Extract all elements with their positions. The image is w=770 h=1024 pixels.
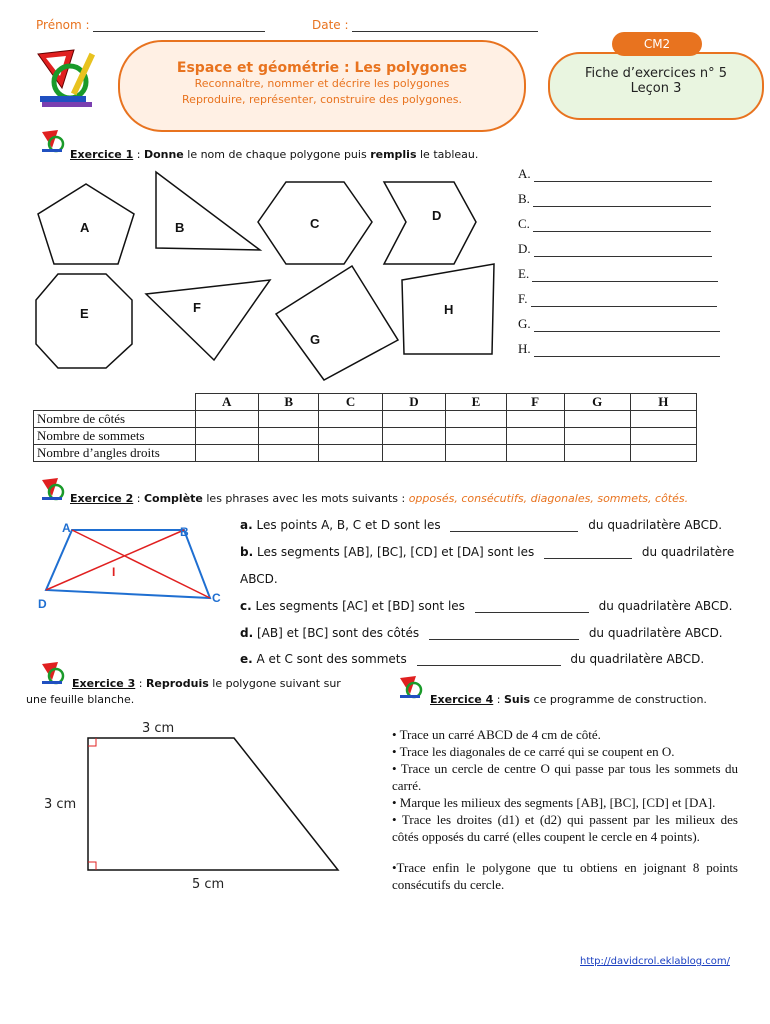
shape-label-c: C xyxy=(310,216,320,231)
exercise-3-instruction: Exercice 3 : Reproduis le polygone suivant sur xyxy=(72,677,341,690)
polygon-d xyxy=(384,182,476,264)
row-label: Nombre de côtés xyxy=(34,411,196,428)
polygons-figure xyxy=(30,168,510,388)
geometry-logo xyxy=(34,48,104,110)
prenom-label: Prénom : xyxy=(36,18,90,32)
shape-label-d: D xyxy=(432,208,442,223)
sentence-c: c. Les segments [AC] et [BD] sont les du quadrilatère ABCD. xyxy=(240,599,733,613)
table-header: D xyxy=(382,394,445,411)
polygon-e xyxy=(36,274,132,368)
dim-left: 3 cm xyxy=(44,797,77,812)
trapezoid-figure xyxy=(30,714,370,894)
answer-lines xyxy=(518,166,738,366)
date-label: Date : xyxy=(312,18,349,32)
page-title: Espace et géométrie : Les polygones xyxy=(176,60,468,76)
prenom-field[interactable] xyxy=(36,18,265,32)
sentence-d: d. [AB] et [BC] sont des côtés du quadrilatère ABCD. xyxy=(240,626,723,640)
point-b: B xyxy=(180,525,189,539)
exercise-4-label: Exercice 4 xyxy=(430,693,494,706)
table-header: F xyxy=(506,394,564,411)
fiche-box xyxy=(548,52,764,120)
table-header: E xyxy=(446,394,507,411)
row-label: Nombre de sommets xyxy=(34,428,196,445)
shape-label-a: A xyxy=(80,220,90,235)
polygon-f xyxy=(146,280,270,360)
shape-label-g: G xyxy=(310,332,321,347)
answer-line[interactable]: C. xyxy=(518,216,738,241)
answer-line[interactable]: D. xyxy=(518,241,738,266)
exercise-3-label: Exercice 3 xyxy=(72,677,136,690)
dim-top: 3 cm xyxy=(142,721,175,736)
step-item: • Trace les droites (d1) et (d2) qui passent par les milieux des côtés opposés du carré (elles coupent le cercle en 4 points). xyxy=(392,812,738,844)
exercise-1-label: Exercice 1 xyxy=(70,148,134,161)
exercise-2-label: Exercice 2 xyxy=(70,492,134,505)
point-i: I xyxy=(112,565,116,579)
polygon-b xyxy=(156,172,260,250)
answer-line[interactable]: E. xyxy=(518,266,738,291)
answer-line[interactable]: G. xyxy=(518,316,738,341)
shape-label-e: E xyxy=(80,306,89,321)
exercise-3-icon xyxy=(40,660,68,686)
table-row xyxy=(34,428,697,445)
step-item: • Trace un cercle de centre O qui passe par tous les sommets du carré. xyxy=(392,761,738,793)
construction-steps xyxy=(392,726,738,893)
quadrilateral-abcd xyxy=(34,518,234,614)
table-row xyxy=(34,411,697,428)
point-d: D xyxy=(38,597,47,611)
title-banner xyxy=(118,40,526,132)
table-header: H xyxy=(630,394,696,411)
step-item: •Trace enfin le polygone que tu obtiens en joignant 8 points consécutifs du cercle. xyxy=(392,860,738,892)
subtitle-1: Reconnaître, nommer et décrire les polygones xyxy=(194,77,450,90)
exercise-1-icon xyxy=(40,128,68,154)
polygon-g xyxy=(276,266,398,380)
table-header: A xyxy=(195,394,258,411)
answer-line[interactable]: H. xyxy=(518,341,738,366)
sentence-a: a. Les points A, B, C et D sont les du quadrilatère ABCD. xyxy=(240,518,723,532)
exercise-4-icon xyxy=(398,674,426,700)
exercise-1-instruction: Exercice 1 : Donne le nom de chaque polygone puis remplis le tableau. xyxy=(70,148,479,161)
table-header: G xyxy=(564,394,630,411)
row-label: Nombre d’angles droits xyxy=(34,445,196,462)
date-field[interactable] xyxy=(312,18,538,32)
answer-line[interactable]: A. xyxy=(518,166,738,191)
exercise-3-instruction-cont: une feuille blanche. xyxy=(26,693,135,706)
step-item: • Marque les milieux des segments [AB], [BC], [CD] et [DA]. xyxy=(392,795,716,810)
shape-label-b: B xyxy=(175,220,185,235)
sentence-b-cont: ABCD. xyxy=(240,572,278,586)
step-item: • Trace un carré ABCD de 4 cm de côté. xyxy=(392,727,601,742)
point-a: A xyxy=(62,521,71,535)
exercise-2-icon xyxy=(40,476,68,502)
fiche-number: Fiche d’exercices n° 5 xyxy=(584,66,728,81)
subtitle-2: Reproduire, représenter, construire des polygones. xyxy=(182,93,462,106)
table-header: B xyxy=(258,394,319,411)
level-badge: CM2 xyxy=(612,32,702,56)
shape-label-h: H xyxy=(444,302,454,317)
dim-bottom: 5 cm xyxy=(192,877,225,892)
point-c: C xyxy=(212,591,221,605)
sentence-b: b. Les segments [AB], [BC], [CD] et [DA] sont les du quadrilatère xyxy=(240,545,735,559)
answer-line[interactable]: F. xyxy=(518,291,738,316)
polygon-table xyxy=(33,393,697,462)
exercise-2-instruction: Exercice 2 : Complète les phrases avec les mots suivants : opposés, consécutifs, diagonales, sommets, côtés. xyxy=(70,492,689,505)
lecon-number: Leçon 3 xyxy=(630,81,682,96)
exercise-4-instruction: Exercice 4 : Suis ce programme de construction. xyxy=(430,693,707,706)
answer-line[interactable]: B. xyxy=(518,191,738,216)
shape-label-f: F xyxy=(193,300,201,315)
footer-link[interactable]: http://davidcrol.eklablog.com/ xyxy=(580,956,730,967)
step-item: • Trace les diagonales de ce carré qui se coupent en O. xyxy=(392,744,675,759)
sentence-e: e. A et C sont des sommets du quadrilatère ABCD. xyxy=(240,652,705,666)
word-list: opposés, consécutifs, diagonales, sommets, côtés. xyxy=(408,492,689,505)
table-header: C xyxy=(319,394,382,411)
table-row xyxy=(34,445,697,462)
